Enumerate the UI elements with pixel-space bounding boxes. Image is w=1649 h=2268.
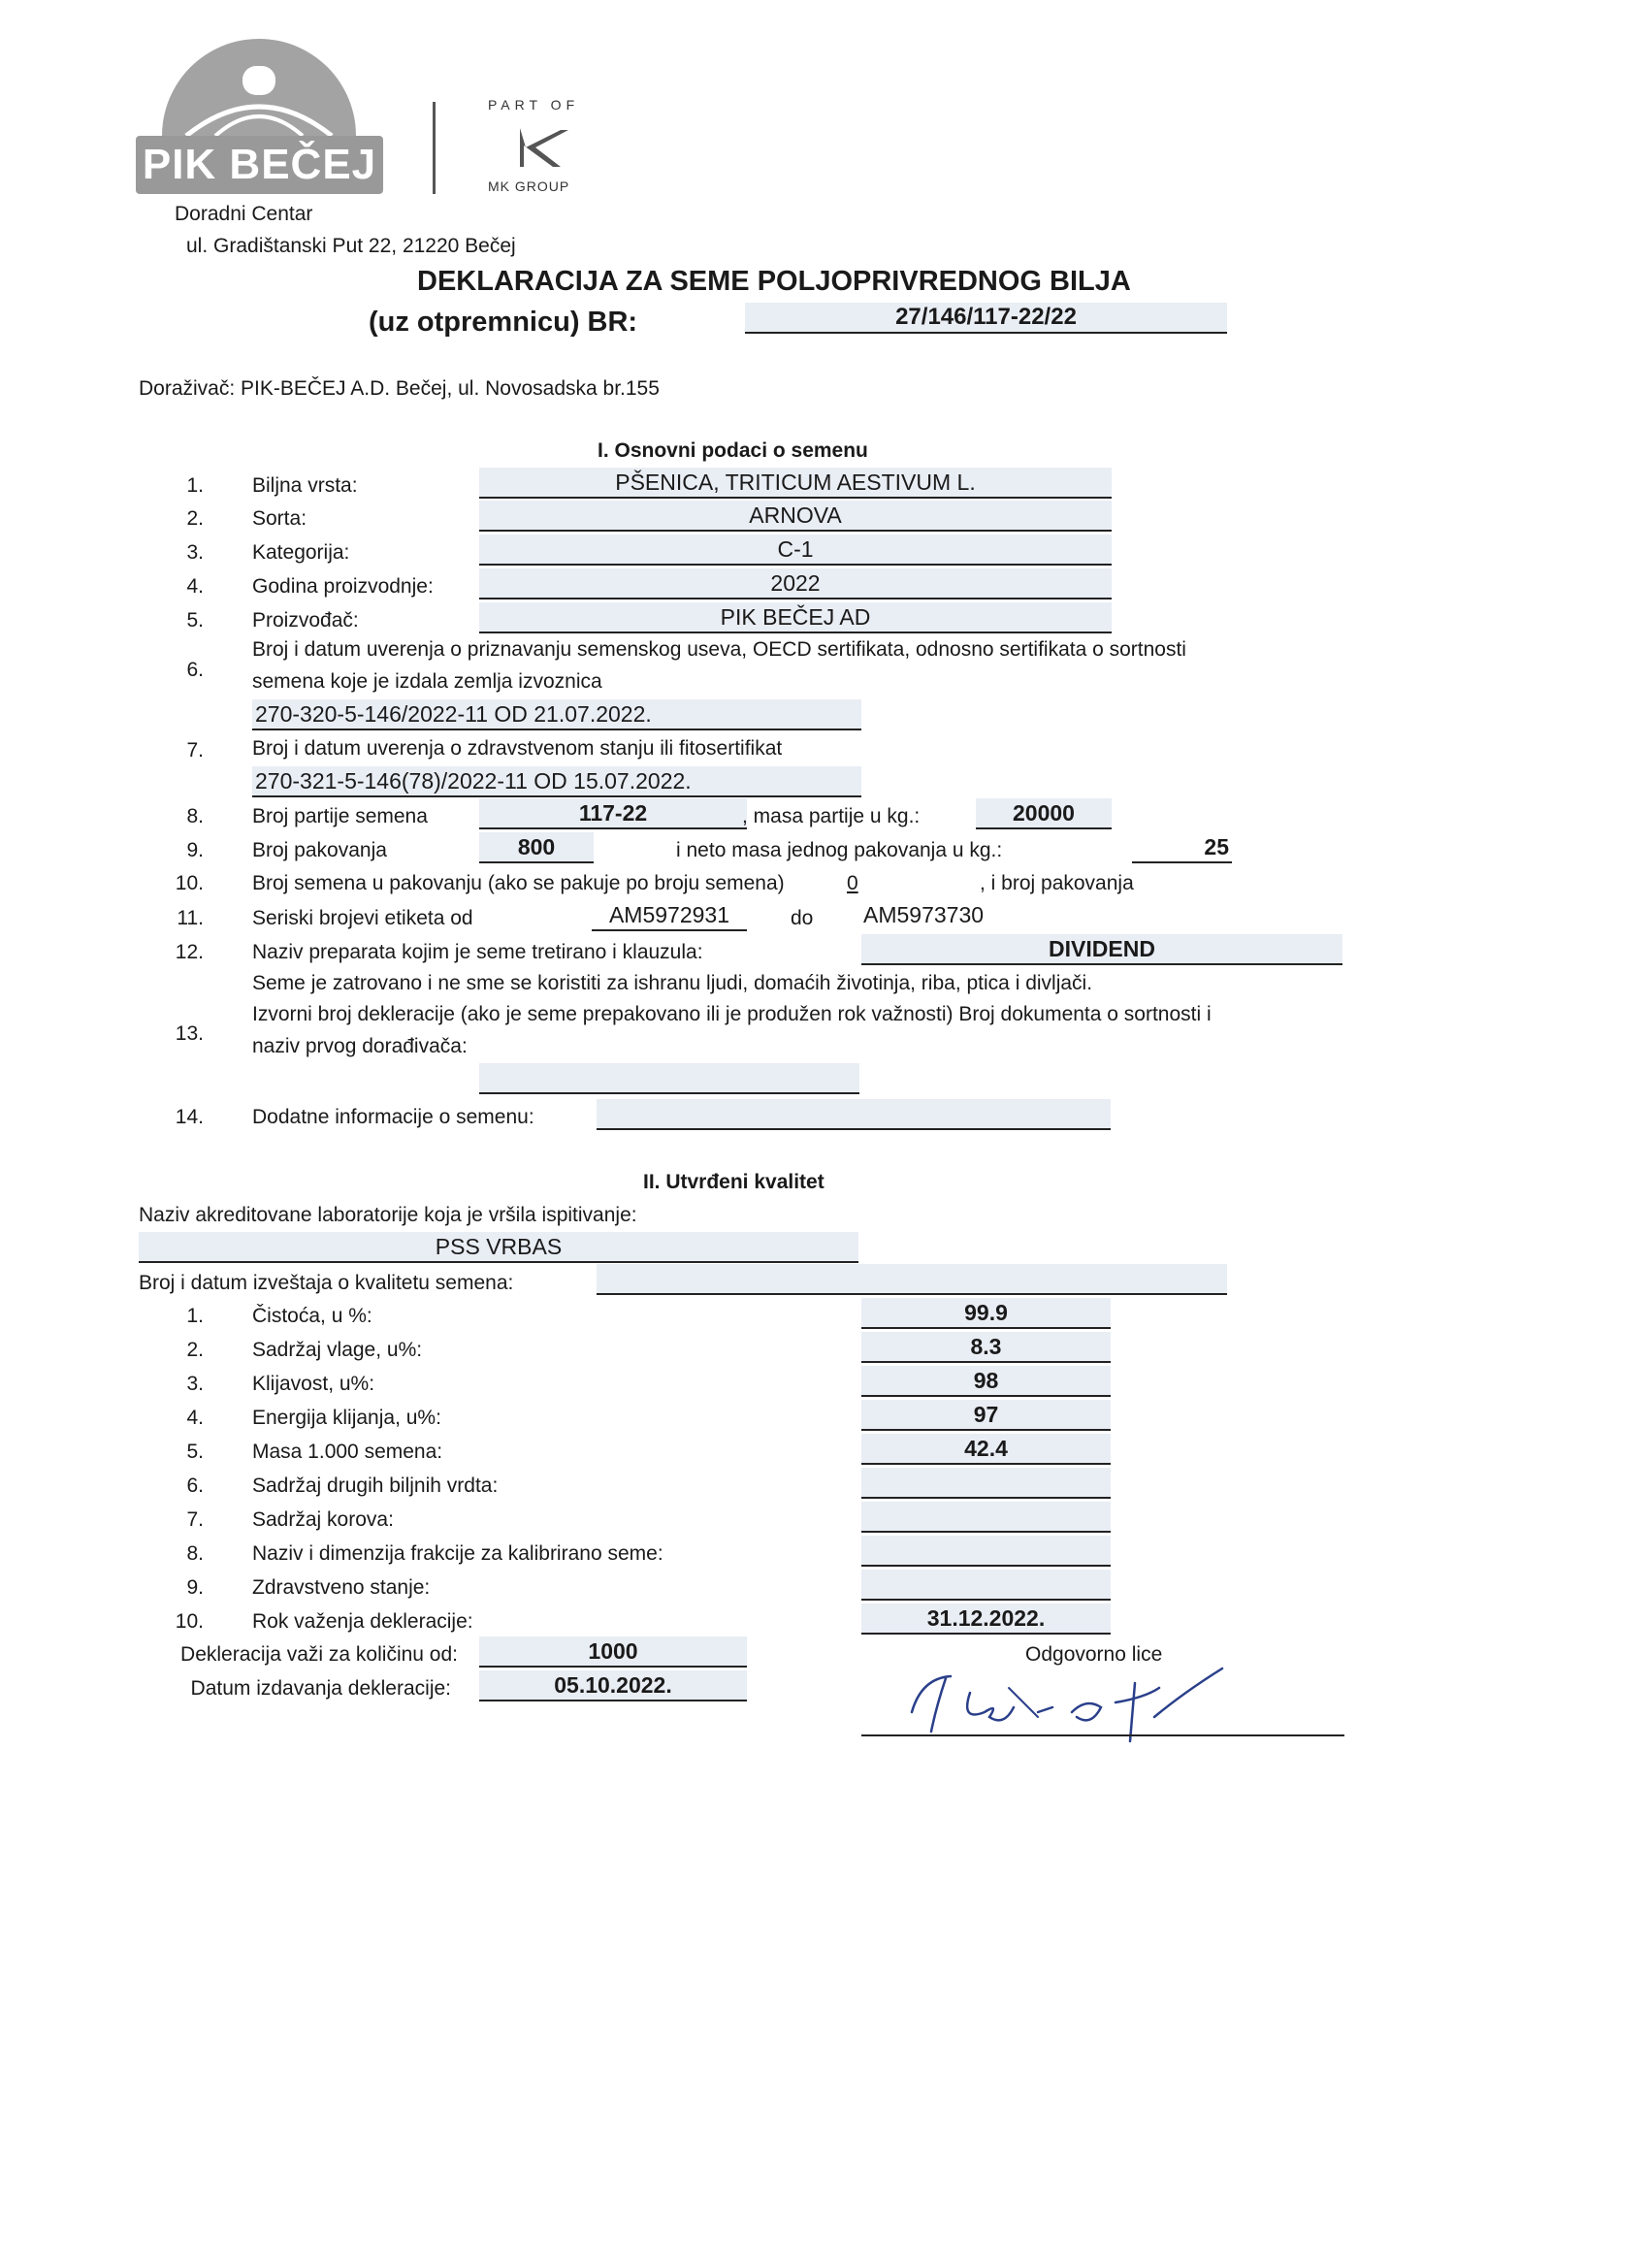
finisher-info: Doraživač: PIK-BEČEJ A.D. Bečej, ul. Novosadska br.155	[139, 377, 660, 400]
additional-info-label: Dodatne informacije o semenu:	[252, 1106, 534, 1128]
other-species-value	[861, 1468, 1111, 1499]
production-year-label: Godina proizvodnje:	[252, 575, 434, 598]
logo-divider	[433, 102, 436, 194]
quality-report-value	[597, 1264, 1227, 1295]
seeds-per-package-label: Broj semena u pakovanju (ako se pakuje po broju semena)	[252, 872, 785, 894]
center-name: Doradni Centar	[175, 203, 313, 225]
row-number: 4.	[186, 1407, 204, 1429]
lot-mass-value: 20000	[976, 798, 1112, 829]
row-number: 12.	[175, 941, 204, 963]
laboratory-value: PSS VRBAS	[139, 1232, 858, 1263]
mk-group-icon	[514, 126, 572, 169]
issue-date-value: 05.10.2022.	[479, 1670, 747, 1701]
lot-mass-label: , masa partije u kg.:	[742, 805, 921, 827]
category-label: Kategorija:	[252, 541, 350, 564]
row-number: 2.	[186, 507, 204, 530]
row-number: 3.	[186, 1373, 204, 1395]
quality-report-label: Broj i datum izveštaja o kvalitetu semena:	[139, 1272, 514, 1294]
center-address: ul. Gradištanski Put 22, 21220 Bečej	[186, 235, 516, 257]
health-status-label: Zdravstveno stanje:	[252, 1576, 431, 1599]
lot-number-value: 117-22	[479, 798, 747, 829]
row-number: 6.	[186, 659, 204, 681]
fraction-label: Naziv i dimenzija frakcije za kalibrirano seme:	[252, 1542, 663, 1565]
producer-label: Proizvođač:	[252, 609, 359, 632]
additional-info-value	[597, 1099, 1111, 1130]
label-serials-label: Seriski brojevi etiketa od	[252, 907, 473, 929]
document-title: DEKLARACIJA ZA SEME POLJOPRIVREDNOG BILJA	[417, 266, 1131, 297]
variety-value: ARNOVA	[479, 501, 1112, 532]
weeds-value	[861, 1502, 1111, 1533]
part-of-label: PART OF	[488, 97, 580, 113]
germination-value: 98	[861, 1366, 1111, 1397]
category-value: C-1	[479, 535, 1112, 566]
original-declaration-label-line1: Izvorni broj dekleracije (ako je seme prepakovano ili je produžen rok važnosti) Broj dokumenta o sortnosti i	[252, 1003, 1212, 1025]
row-number: 3.	[186, 541, 204, 564]
fraction-value	[861, 1536, 1111, 1567]
declaration-number: 27/146/117-22/22	[745, 303, 1227, 334]
poison-warning: Seme je zatrovano i ne sme se koristiti za ishranu ljudi, domaćih životinja, riba, ptica i divljači.	[252, 972, 1093, 994]
moisture-value: 8.3	[861, 1332, 1111, 1363]
purity-label: Čistoća, u %:	[252, 1305, 372, 1327]
phyto-certificate-value: 270-321-5-146(78)/2022-11 OD 15.07.2022.	[252, 766, 861, 797]
certificate-value: 270-320-5-146/2022-11 OD 21.07.2022.	[252, 699, 861, 730]
package-mass-value: 25	[1132, 832, 1232, 863]
validity-label: Rok važenja dekleracije:	[252, 1610, 473, 1633]
row-number: 13.	[175, 1022, 204, 1045]
row-number: 10.	[175, 1610, 204, 1633]
package-mass-label: i neto masa jednog pakovanja u kg.:	[676, 839, 1003, 861]
seeds-package-count-label: , i broj pakovanja	[980, 872, 1134, 894]
section-1-heading: I. Osnovni podaci o semenu	[598, 439, 868, 462]
certificate-label-line1: Broj i datum uverenja o priznavanju semenskog useva, OECD sertifikata, odnosno sertifikata o sortnosti	[252, 638, 1186, 661]
row-number: 8.	[186, 1542, 204, 1565]
responsible-person-label: Odgovorno lice	[1025, 1643, 1163, 1666]
germination-energy-value: 97	[861, 1400, 1111, 1431]
row-number: 1.	[186, 474, 204, 497]
variety-label: Sorta:	[252, 507, 307, 530]
row-number: 8.	[186, 805, 204, 827]
phyto-certificate-label: Broj i datum uverenja o zdravstvenom stanju ili fitosertifikat	[252, 737, 783, 760]
company-logo	[136, 39, 398, 194]
original-declaration-value	[479, 1063, 859, 1094]
plant-species-value: PŠENICA, TRITICUM AESTIVUM L.	[479, 468, 1112, 499]
original-declaration-label-line2: naziv prvog dorađivača:	[252, 1035, 468, 1057]
label-serials-to: do	[791, 907, 814, 929]
logo-arc-graphic	[157, 39, 361, 136]
seed-mass-label: Masa 1.000 semena:	[252, 1441, 443, 1463]
label-serial-from: AM5972931	[592, 900, 747, 931]
row-number: 7.	[186, 1508, 204, 1531]
row-number: 4.	[186, 575, 204, 598]
row-number: 5.	[186, 609, 204, 632]
row-number: 6.	[186, 1474, 204, 1497]
quantity-label: Dekleracija važi za količinu od:	[180, 1643, 458, 1666]
seeds-per-package-value: 0	[847, 872, 858, 894]
signature	[892, 1659, 1242, 1746]
row-number: 11.	[177, 907, 204, 929]
moisture-label: Sadržaj vlage, u%:	[252, 1339, 423, 1361]
issue-date-label: Datum izdavanja dekleracije:	[190, 1677, 451, 1700]
treatment-value: DIVIDEND	[861, 934, 1342, 965]
signature-line	[861, 1734, 1344, 1736]
declaration-number-label: (uz otpremnicu) BR:	[369, 307, 638, 338]
row-number: 7.	[186, 739, 204, 761]
germination-energy-label: Energija klijanja, u%:	[252, 1407, 441, 1429]
lot-number-label: Broj partije semena	[252, 805, 428, 827]
section-2-heading: II. Utvrđeni kvalitet	[643, 1171, 824, 1193]
row-number: 9.	[186, 839, 204, 861]
validity-value: 31.12.2022.	[861, 1604, 1111, 1635]
certificate-label-line2: semena koje je izdala zemlja izvoznica	[252, 670, 602, 693]
row-number: 5.	[186, 1441, 204, 1463]
row-number: 10.	[175, 872, 204, 894]
laboratory-label: Naziv akreditovane laboratorije koja je vršila ispitivanje:	[139, 1204, 637, 1226]
row-number: 9.	[186, 1576, 204, 1599]
health-status-value	[861, 1570, 1111, 1601]
mk-group-label: MK GROUP	[488, 178, 570, 194]
germination-label: Klijavost, u%:	[252, 1373, 375, 1395]
logo-wordmark: PIK BEČEJ	[136, 136, 383, 194]
production-year-value: 2022	[479, 568, 1112, 599]
weeds-label: Sadržaj korova:	[252, 1508, 394, 1531]
package-count-label: Broj pakovanja	[252, 839, 387, 861]
row-number: 2.	[186, 1339, 204, 1361]
label-serial-to: AM5973730	[863, 902, 985, 927]
package-count-value: 800	[479, 832, 594, 863]
row-number: 1.	[186, 1305, 204, 1327]
quantity-value: 1000	[479, 1636, 747, 1668]
producer-value: PIK BEČEJ AD	[479, 602, 1112, 633]
treatment-label: Naziv preparata kojim je seme tretirano i klauzula:	[252, 941, 703, 963]
purity-value: 99.9	[861, 1298, 1111, 1329]
other-species-label: Sadržaj drugih biljnih vrdta:	[252, 1474, 499, 1497]
row-number: 14.	[175, 1106, 204, 1128]
seed-mass-value: 42.4	[861, 1434, 1111, 1465]
plant-species-label: Biljna vrsta:	[252, 474, 358, 497]
